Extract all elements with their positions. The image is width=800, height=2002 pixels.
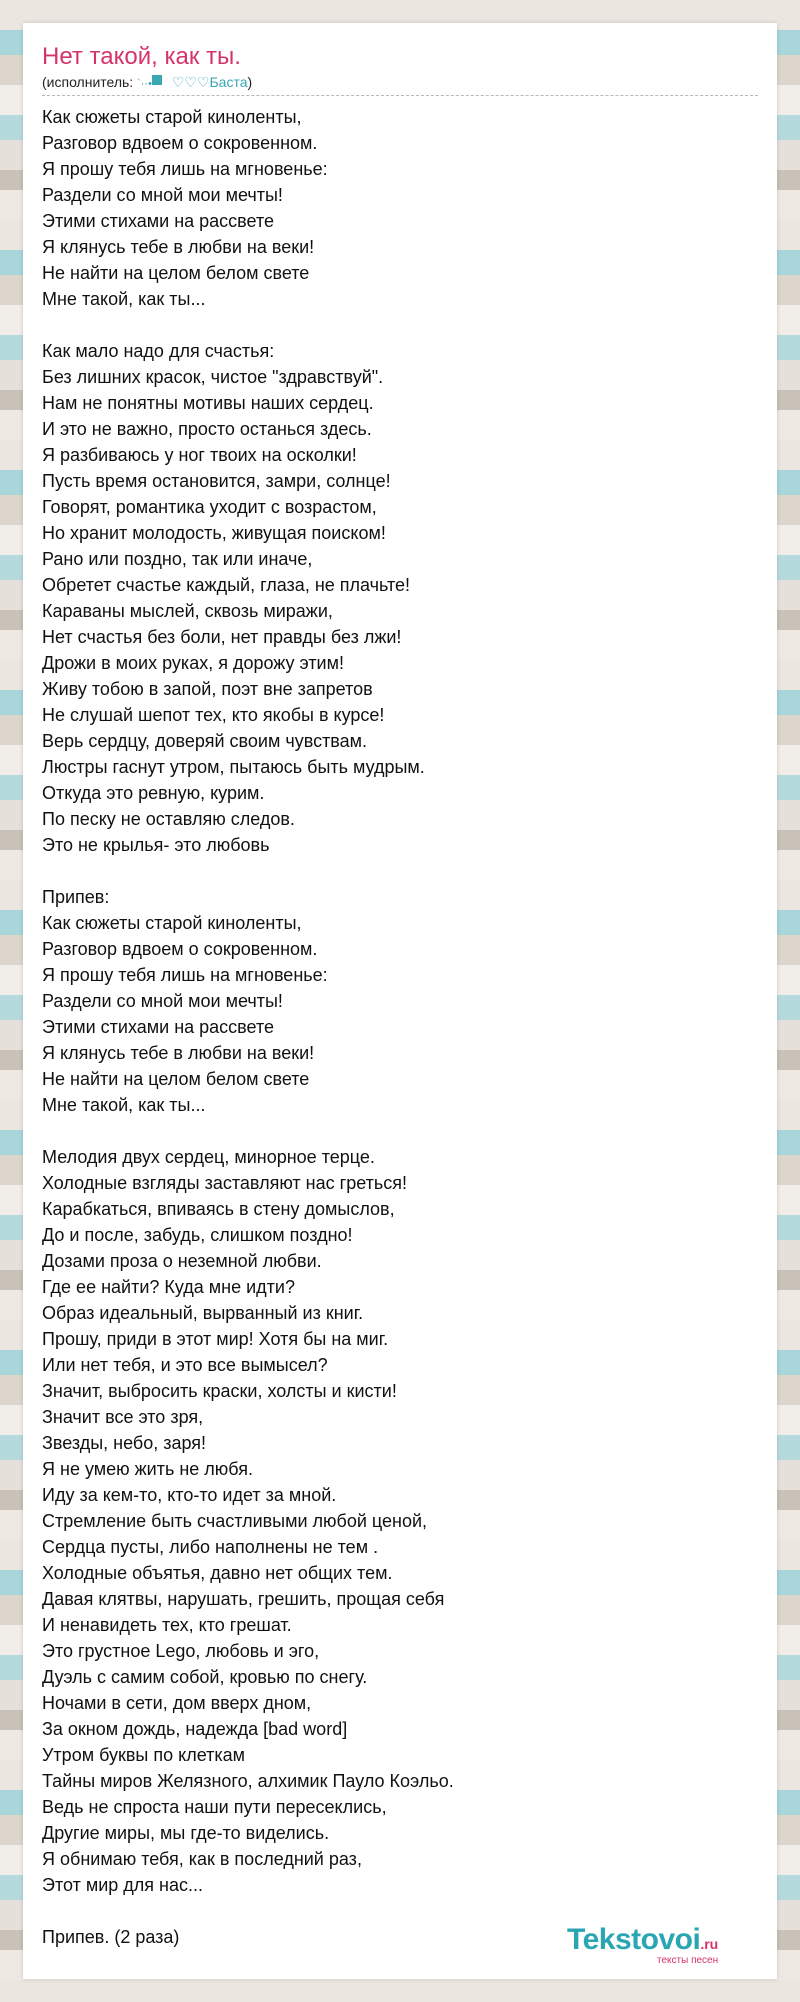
lyric-line: Этот мир для нас...: [42, 1875, 203, 1895]
lyric-line: Живу тобою в запой, поэт вне запретов: [42, 679, 373, 699]
lyric-line: Дрожи в моих руках, я дорожу этим!: [42, 653, 344, 673]
lyric-line: Я обнимаю тебя, как в последний раз,: [42, 1849, 362, 1869]
artist-line: [42, 73, 252, 93]
lyric-line: Этими стихами на рассвете: [42, 1017, 275, 1037]
lyric-line: За окном дождь, надежда [bad word]: [42, 1719, 348, 1739]
lyric-line: Нам не понятны мотивы наших сердец.: [42, 393, 374, 413]
lyric-line: Говорят, романтика уходит с возрастом,: [42, 497, 377, 517]
tekstovoi-logo[interactable]: [567, 1923, 767, 1973]
lyric-line: Ночами в сети, дом вверх дном,: [42, 1693, 312, 1713]
square-icon: [152, 75, 162, 85]
lyric-line: Давая клятвы, нарушать, грешить, прощая себя: [42, 1589, 445, 1609]
lyric-stanza: [42, 1144, 758, 1898]
lyric-line: Откуда это ревную, курим.: [42, 783, 265, 803]
logo-name: Tekstovoi: [567, 1923, 701, 1956]
lyric-line: Это грустное Lego, любовь и эго,: [42, 1641, 320, 1661]
lyric-line: Разговор вдвоем о сокровенном.: [42, 939, 318, 959]
song-title: Нет такой, как ты.: [42, 43, 241, 70]
lyric-line: Карабкаться, впиваясь в стену домыслов,: [42, 1199, 395, 1219]
lyric-line: Прошу, приди в этот мир! Хотя бы на миг.: [42, 1329, 389, 1349]
lyric-line: Но хранит молодость, живущая поиском!: [42, 523, 386, 543]
lyric-line: Я клянусь тебе в любви на веки!: [42, 237, 315, 257]
lyric-line: Я прошу тебя лишь на мгновенье:: [42, 965, 328, 985]
lyric-line: Мне такой, как ты...: [42, 289, 206, 309]
lyric-line: Я прошу тебя лишь на мгновенье:: [42, 159, 328, 179]
lyric-line: Раздели со мной мои мечты!: [42, 185, 283, 205]
lyric-line: Мне такой, как ты...: [42, 1095, 206, 1115]
lyric-stanza: [42, 104, 758, 312]
lyric-line: Дуэль с самим собой, кровью по снегу.: [42, 1667, 368, 1687]
lyric-line: Это не крылья- это любовь: [42, 835, 270, 855]
lyric-line: Не найти на целом белом свете: [42, 263, 310, 283]
lyric-line: Иду за кем-то, кто-то идет за мной.: [42, 1485, 337, 1505]
lyric-line: Раздели со мной мои мечты!: [42, 991, 283, 1011]
lyric-line: Рано или поздно, так или иначе,: [42, 549, 313, 569]
lyric-line: Звезды, небо, заря!: [42, 1433, 207, 1453]
lyric-stanza: [42, 338, 758, 858]
logo-tld: .ru: [700, 1936, 719, 1952]
lyric-stanza: [42, 884, 758, 1118]
lyric-line: Обретет счастье каждый, глаза, не плачьте!: [42, 575, 411, 595]
dashed-separator: [42, 95, 758, 96]
artist-link[interactable]: [137, 74, 247, 90]
lyric-line: И ненавидеть тех, кто грешат.: [42, 1615, 292, 1635]
lyric-line: Не слушай шепот тех, кто якобы в курсе!: [42, 705, 385, 725]
lyric-line: Мелодия двух сердец, минорное терце.: [42, 1147, 375, 1167]
lyrics-text: [42, 104, 758, 1976]
artist-prefix: (исполнитель:: [42, 74, 138, 90]
lyric-line: Или нет тебя, и это все вымысел?: [42, 1355, 328, 1375]
lyric-line: Как мало надо для счастья:: [42, 341, 275, 361]
lyrics-card: [23, 23, 777, 1979]
lyric-line: Караваны мыслей, сквозь миражи,: [42, 601, 333, 621]
lyric-line: Утром буквы по клеткам: [42, 1745, 246, 1765]
lyric-line: Сердца пусты, либо наполнены не тем .: [42, 1537, 379, 1557]
lyric-line: Разговор вдвоем о сокровенном.: [42, 133, 318, 153]
lyric-line: Без лишних красок, чистое "здравствуй".: [42, 367, 384, 387]
lyric-line: Пусть время остановится, замри, солнце!: [42, 471, 391, 491]
lyric-line: Нет счастья без боли, нет правды без лжи!: [42, 627, 402, 647]
lyric-line: Образ идеальный, вырванный из книг.: [42, 1303, 364, 1323]
lyric-line: Люстры гаснут утром, пытаюсь быть мудрым.: [42, 757, 425, 777]
artist-deco: `··•: [137, 78, 152, 90]
lyric-line: Я не умею жить не любя.: [42, 1459, 253, 1479]
lyric-line: Припев. (2 раза): [42, 1927, 180, 1947]
artist-name: ♡♡♡Баста: [167, 74, 248, 90]
lyric-line: Значит все это зря,: [42, 1407, 204, 1427]
lyric-line: Как сюжеты старой киноленты,: [42, 107, 302, 127]
logo-subtitle: тексты песен: [657, 1955, 719, 1966]
lyric-line: Как сюжеты старой киноленты,: [42, 913, 302, 933]
lyric-line: Где ее найти? Куда мне идти?: [42, 1277, 295, 1297]
lyric-line: Холодные взгляды заставляют нас греться!: [42, 1173, 407, 1193]
lyric-line: Стремление быть счастливыми любой ценой,: [42, 1511, 428, 1531]
lyric-line: Этими стихами на рассвете: [42, 211, 275, 231]
lyric-line: Не найти на целом белом свете: [42, 1069, 310, 1089]
lyric-line: По песку не оставляю следов.: [42, 809, 295, 829]
lyric-line: Холодные объятья, давно нет общих тем.: [42, 1563, 393, 1583]
lyric-line: Припев:: [42, 887, 110, 907]
lyric-line: Дозами проза о неземной любви.: [42, 1251, 322, 1271]
lyric-line: Другие миры, мы где-то виделись.: [42, 1823, 330, 1843]
lyric-line: Тайны миров Желязного, алхимик Пауло Коэльо.: [42, 1771, 454, 1791]
lyric-line: Я клянусь тебе в любви на веки!: [42, 1043, 315, 1063]
lyric-line: Я разбиваюсь у ног твоих на осколки!: [42, 445, 357, 465]
lyric-line: И это не важно, просто останься здесь.: [42, 419, 372, 439]
lyric-line: Ведь не спроста наши пути пересеклись,: [42, 1797, 387, 1817]
lyric-line: Значит, выбросить краски, холсты и кисти!: [42, 1381, 397, 1401]
lyric-line: Верь сердцу, доверяй своим чувствам.: [42, 731, 368, 751]
artist-suffix: ): [247, 74, 253, 90]
lyric-line: До и после, забудь, слишком поздно!: [42, 1225, 353, 1245]
